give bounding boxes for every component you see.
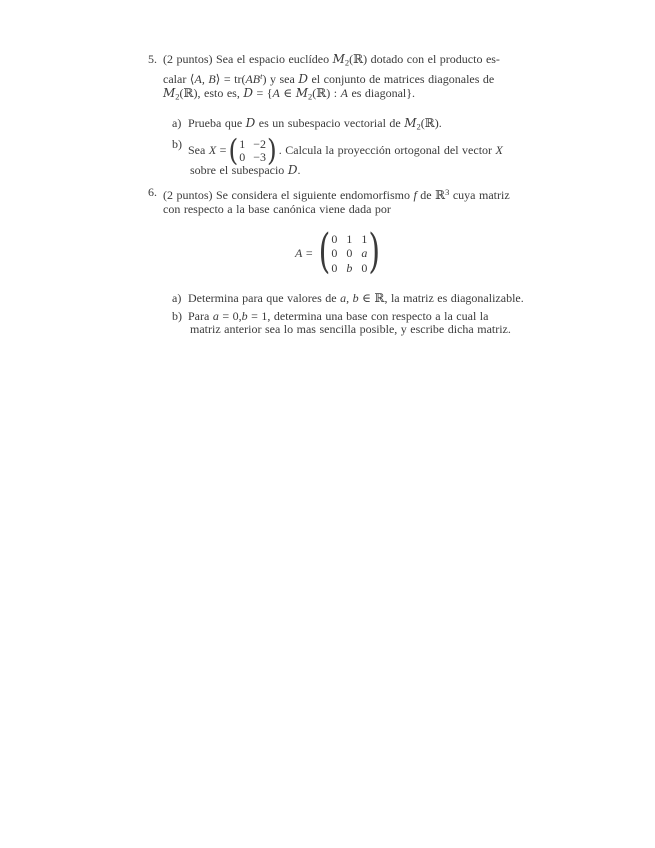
matrix-paren-left: ( bbox=[228, 133, 239, 168]
matrix-cell: 1 bbox=[361, 231, 368, 246]
problem-5-intro-line-1 bbox=[163, 53, 550, 70]
equation-lhs bbox=[295, 247, 313, 261]
problem-5-number: 5. bbox=[148, 52, 157, 66]
text-segment: matriz anterior sea lo mas sencilla posible, y escribe dicha matriz. bbox=[190, 322, 511, 337]
problem-6-part-a bbox=[172, 292, 550, 306]
matrix-paren-right: ) bbox=[267, 133, 277, 168]
matrix-cell: b bbox=[346, 260, 353, 275]
text-segment: a bbox=[212, 308, 219, 323]
text-segment: calar ⟨ bbox=[163, 72, 195, 87]
problem-5-part-a bbox=[172, 117, 550, 134]
text-segment: M bbox=[332, 52, 345, 66]
text-segment: (ℝ) dotado con el producto es- bbox=[349, 52, 500, 66]
matrix-cell: 0 bbox=[361, 260, 368, 275]
matrix-cell: 1 bbox=[346, 231, 353, 246]
text-segment: ∈ ℝ, la matriz es diagonalizable. bbox=[358, 291, 524, 306]
text-segment: D bbox=[298, 72, 308, 87]
text-segment: t bbox=[260, 71, 263, 82]
problem-6-intro-line-1 bbox=[163, 186, 550, 203]
text-segment: (2 puntos) Se considera el siguiente endomorfismo bbox=[163, 188, 414, 203]
problem-5 bbox=[148, 53, 550, 177]
text-segment: ∈ bbox=[279, 85, 296, 100]
text-segment: A bbox=[272, 85, 280, 100]
text-segment: ⟩ = tr( bbox=[215, 72, 246, 87]
text-segment: D bbox=[287, 162, 298, 177]
matrix-cell: 0 bbox=[346, 246, 353, 261]
text-segment: Sea bbox=[188, 143, 209, 158]
text-segment: 2 bbox=[308, 91, 313, 102]
text-segment: b bbox=[241, 308, 248, 323]
text-segment: sobre el subespacio bbox=[190, 162, 288, 177]
text-segment: es diagonal}. bbox=[347, 85, 416, 100]
text-segment-pre bbox=[188, 144, 226, 158]
matrix-cell: 0 bbox=[239, 149, 246, 164]
matrix-cell: 0 bbox=[331, 231, 338, 246]
text-segment: a, b bbox=[340, 291, 359, 306]
part-label: b) bbox=[172, 308, 182, 323]
problem-6-number: 6. bbox=[148, 185, 157, 200]
text-block bbox=[148, 53, 550, 337]
text-segment-post bbox=[279, 144, 503, 158]
text-segment: (2 puntos) Sea el espacio euclídeo bbox=[163, 52, 333, 66]
problem-5-intro-line-3 bbox=[163, 87, 550, 104]
text-segment: D bbox=[245, 115, 256, 130]
text-segment: = { bbox=[252, 85, 273, 100]
part-b-line-with-matrix bbox=[188, 133, 550, 168]
text-segment: Prueba que bbox=[188, 115, 246, 130]
text-segment: X bbox=[208, 143, 217, 158]
problem-6-intro-line-2 bbox=[163, 203, 550, 217]
matrix-grid bbox=[331, 232, 367, 276]
text-segment: A bbox=[340, 85, 348, 100]
matrix-cell: 0 bbox=[331, 246, 338, 261]
text-segment: M bbox=[163, 85, 176, 100]
text-segment: X bbox=[495, 143, 503, 158]
text-segment: 2 bbox=[344, 57, 350, 68]
problem-6 bbox=[148, 186, 550, 336]
problem-5-part-b bbox=[172, 133, 550, 178]
part-b-line-1 bbox=[188, 310, 550, 324]
part-text bbox=[188, 133, 550, 178]
text-segment: (ℝ), esto es, bbox=[179, 85, 244, 100]
text-segment: (ℝ). bbox=[420, 115, 442, 130]
text-segment: es un subespacio vectorial de bbox=[255, 115, 405, 130]
part-label: a) bbox=[172, 291, 182, 306]
display-equation bbox=[295, 225, 550, 280]
part-label: a) bbox=[172, 115, 182, 130]
text-segment: = 0, bbox=[218, 308, 242, 323]
matrix-paren-left: ( bbox=[318, 225, 331, 280]
text-segment: = 1, determina una base con respecto a la cual la bbox=[247, 308, 489, 323]
text-segment: AB bbox=[245, 72, 261, 87]
text-segment: Determina para que valores de bbox=[188, 291, 341, 306]
part-b-continuation bbox=[190, 164, 550, 178]
text-segment: A, B bbox=[194, 72, 216, 87]
text-segment: . bbox=[297, 162, 301, 177]
text-segment: . Calcula la proyección ortogonal del vector bbox=[278, 143, 496, 158]
text-segment: (ℝ) : bbox=[312, 85, 341, 100]
matrix-cell: a bbox=[361, 246, 368, 261]
matrix-cell: −3 bbox=[253, 149, 266, 164]
text-segment: 2 bbox=[416, 121, 421, 132]
text-segment: M bbox=[295, 85, 309, 100]
text-segment: de ℝ bbox=[416, 188, 446, 203]
inline-matrix-2x2 bbox=[228, 133, 277, 168]
text-segment: A bbox=[295, 245, 303, 260]
text-segment: = bbox=[302, 245, 313, 260]
text-segment: = bbox=[216, 143, 227, 158]
matrix-cell: 0 bbox=[331, 260, 338, 275]
text-segment: con respecto a la base canónica viene dada por bbox=[163, 202, 391, 217]
problem-6-body bbox=[163, 186, 550, 336]
matrix-cell: −2 bbox=[253, 136, 266, 151]
part-text bbox=[188, 117, 550, 134]
problem-5-body bbox=[163, 53, 550, 177]
text-segment: ) y sea bbox=[262, 72, 299, 87]
text-segment: f bbox=[413, 188, 417, 203]
part-text bbox=[188, 292, 550, 306]
problem-5-intro-line-2 bbox=[163, 70, 550, 87]
part-b-line-2 bbox=[190, 323, 550, 337]
text-segment: el conjunto de matrices diagonales de bbox=[307, 72, 495, 87]
matrix-grid bbox=[239, 138, 266, 164]
matrix-cell: 1 bbox=[239, 136, 246, 151]
text-segment: 2 bbox=[175, 91, 180, 102]
text-segment: 3 bbox=[445, 187, 450, 198]
part-label: b) bbox=[172, 136, 182, 151]
matrix-paren-right: ) bbox=[368, 225, 381, 280]
display-matrix-3x3 bbox=[318, 225, 381, 280]
problem-6-part-b bbox=[172, 310, 550, 337]
text-segment: M bbox=[404, 115, 417, 130]
text-segment: D bbox=[243, 85, 253, 100]
part-text bbox=[188, 310, 550, 337]
text-segment: cuya matriz bbox=[449, 188, 510, 203]
text-segment: Para bbox=[188, 308, 213, 323]
